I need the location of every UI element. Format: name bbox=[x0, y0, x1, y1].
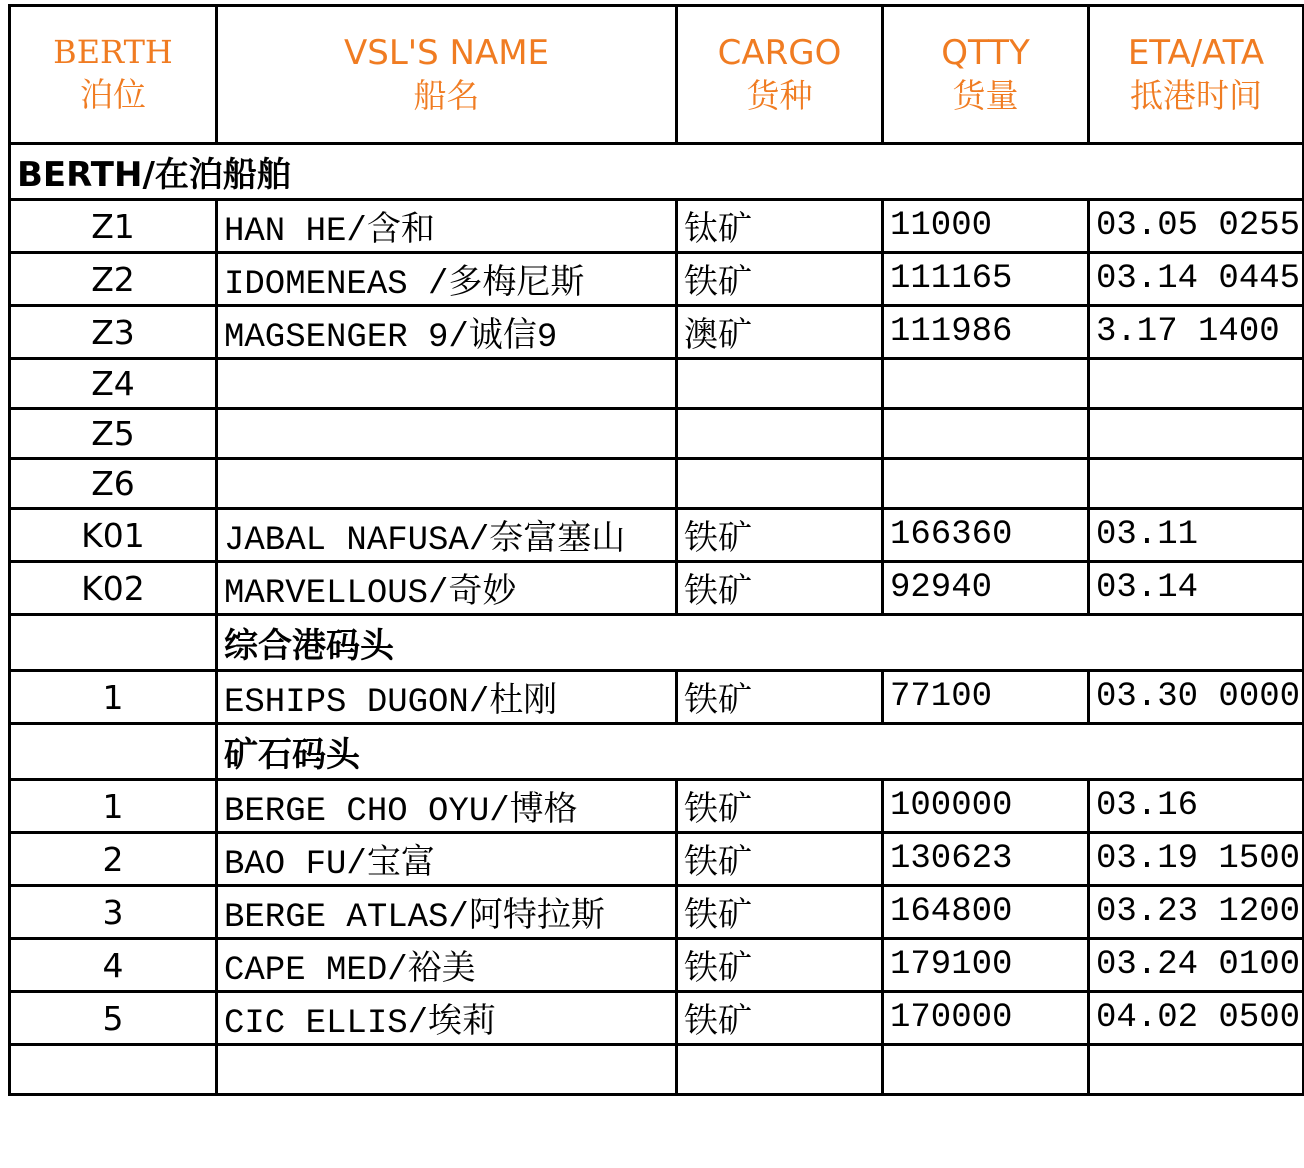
cargo-cell bbox=[677, 359, 883, 409]
eta-cell: 03.11 bbox=[1089, 509, 1304, 562]
berth-cell: Z6 bbox=[10, 459, 217, 509]
quantity-cell: 130623 bbox=[883, 833, 1089, 886]
eta-cell: 03.30 0000 bbox=[1089, 671, 1304, 724]
quantity-cell bbox=[883, 359, 1089, 409]
section-title-berth: BERTH/在泊船舶 bbox=[10, 144, 1304, 200]
quantity-cell bbox=[883, 459, 1089, 509]
header-eta-cn: 抵港时间 bbox=[1130, 76, 1262, 116]
berth-cell: Z5 bbox=[10, 409, 217, 459]
header-quantity bbox=[883, 6, 1089, 144]
cargo-cell: 铁矿 bbox=[677, 833, 883, 886]
table-row bbox=[10, 409, 1304, 459]
quantity-cell bbox=[883, 409, 1089, 459]
header-name-cn: 船名 bbox=[413, 76, 480, 116]
berth-cell: 4 bbox=[10, 939, 217, 992]
cargo-cell: 铁矿 bbox=[677, 886, 883, 939]
table-row bbox=[10, 459, 1304, 509]
cargo-cell: 铁矿 bbox=[677, 780, 883, 833]
table-row bbox=[10, 1045, 1304, 1095]
header-berth-cn: 泊位 bbox=[80, 74, 146, 114]
table-row bbox=[10, 992, 1304, 1045]
section-title-ore: 矿石码头 bbox=[217, 724, 1304, 780]
vessel-name-cell: ESHIPS DUGON/杜刚 bbox=[217, 671, 677, 724]
table-row bbox=[10, 306, 1304, 359]
vessel-name-cell: BERGE CHO OYU/博格 bbox=[217, 780, 677, 833]
eta-cell: 3.17 1400 bbox=[1089, 306, 1304, 359]
quantity-cell: 11000 bbox=[883, 200, 1089, 253]
cargo-cell: 铁矿 bbox=[677, 253, 883, 306]
header-cargo-en: CARGO bbox=[717, 32, 842, 73]
table-row bbox=[10, 886, 1304, 939]
table-row bbox=[10, 939, 1304, 992]
berth-schedule-table bbox=[8, 4, 1304, 1096]
table-row bbox=[10, 509, 1304, 562]
header-qtty-en: QTTY bbox=[941, 32, 1030, 73]
berth-cell: 1 bbox=[10, 780, 217, 833]
vessel-name-cell: BAO FU/宝富 bbox=[217, 833, 677, 886]
cargo-cell: 铁矿 bbox=[677, 992, 883, 1045]
cargo-cell: 铁矿 bbox=[677, 671, 883, 724]
section-spacer bbox=[10, 615, 217, 671]
cargo-cell bbox=[677, 409, 883, 459]
vessel-name-cell: JABAL NAFUSA/奈富塞山 bbox=[217, 509, 677, 562]
vessel-name-cell bbox=[217, 459, 677, 509]
quantity-cell bbox=[883, 1045, 1089, 1095]
cargo-cell: 铁矿 bbox=[677, 562, 883, 615]
header-vessel-name bbox=[217, 6, 677, 144]
eta-cell: 03.14 bbox=[1089, 562, 1304, 615]
quantity-cell: 111986 bbox=[883, 306, 1089, 359]
cargo-cell bbox=[677, 459, 883, 509]
eta-cell: 03.23 1200 bbox=[1089, 886, 1304, 939]
quantity-cell: 170000 bbox=[883, 992, 1089, 1045]
cargo-cell bbox=[677, 1045, 883, 1095]
berth-cell: 3 bbox=[10, 886, 217, 939]
berth-cell: Z3 bbox=[10, 306, 217, 359]
vessel-name-cell: MAGSENGER 9/诚信9 bbox=[217, 306, 677, 359]
eta-cell bbox=[1089, 409, 1304, 459]
header-eta-en: ETA/ATA bbox=[1127, 32, 1265, 73]
header-qtty-cn: 货量 bbox=[952, 76, 1019, 116]
vessel-name-cell bbox=[217, 409, 677, 459]
eta-cell: 04.02 0500 bbox=[1089, 992, 1304, 1045]
header-berth-en: BERTH bbox=[53, 33, 173, 72]
berth-cell: K01 bbox=[10, 509, 217, 562]
berth-cell: K02 bbox=[10, 562, 217, 615]
quantity-cell: 100000 bbox=[883, 780, 1089, 833]
header-cargo bbox=[677, 6, 883, 144]
table-row bbox=[10, 359, 1304, 409]
eta-cell: 03.14 0445 bbox=[1089, 253, 1304, 306]
berth-cell: Z2 bbox=[10, 253, 217, 306]
berth-cell: 2 bbox=[10, 833, 217, 886]
vessel-name-cell: IDOMENEAS /多梅尼斯 bbox=[217, 253, 677, 306]
vessel-name-cell: CAPE MED/裕美 bbox=[217, 939, 677, 992]
table-row bbox=[10, 780, 1304, 833]
table-row bbox=[10, 671, 1304, 724]
section-row-general bbox=[10, 615, 1304, 671]
vessel-name-cell: HAN HE/含和 bbox=[217, 200, 677, 253]
berth-cell: Z1 bbox=[10, 200, 217, 253]
quantity-cell: 111165 bbox=[883, 253, 1089, 306]
eta-cell bbox=[1089, 459, 1304, 509]
vessel-name-cell bbox=[217, 359, 677, 409]
vessel-name-cell: BERGE ATLAS/阿特拉斯 bbox=[217, 886, 677, 939]
section-row-ore bbox=[10, 724, 1304, 780]
header-eta bbox=[1089, 6, 1304, 144]
cargo-cell: 铁矿 bbox=[677, 939, 883, 992]
berth-cell: 5 bbox=[10, 992, 217, 1045]
eta-cell: 03.19 1500 bbox=[1089, 833, 1304, 886]
cargo-cell: 钛矿 bbox=[677, 200, 883, 253]
quantity-cell: 164800 bbox=[883, 886, 1089, 939]
vessel-name-cell: CIC ELLIS/埃莉 bbox=[217, 992, 677, 1045]
section-spacer bbox=[10, 724, 217, 780]
berth-cell: Z4 bbox=[10, 359, 217, 409]
quantity-cell: 92940 bbox=[883, 562, 1089, 615]
table-row bbox=[10, 833, 1304, 886]
section-row-berth bbox=[10, 144, 1304, 200]
vessel-name-cell: MARVELLOUS/奇妙 bbox=[217, 562, 677, 615]
eta-cell: 03.16 bbox=[1089, 780, 1304, 833]
eta-cell: 03.05 0255 bbox=[1089, 200, 1304, 253]
header-cargo-cn: 货种 bbox=[746, 76, 813, 116]
table-row bbox=[10, 562, 1304, 615]
cargo-cell: 澳矿 bbox=[677, 306, 883, 359]
berth-cell: 1 bbox=[10, 671, 217, 724]
vessel-name-cell bbox=[217, 1045, 677, 1095]
cargo-cell: 铁矿 bbox=[677, 509, 883, 562]
quantity-cell: 179100 bbox=[883, 939, 1089, 992]
header-row bbox=[10, 6, 1304, 144]
berth-cell bbox=[10, 1045, 217, 1095]
quantity-cell: 77100 bbox=[883, 671, 1089, 724]
eta-cell: 03.24 0100 bbox=[1089, 939, 1304, 992]
section-title-general: 综合港码头 bbox=[217, 615, 1304, 671]
table-row bbox=[10, 200, 1304, 253]
header-berth bbox=[10, 6, 217, 144]
eta-cell bbox=[1089, 359, 1304, 409]
table-row bbox=[10, 253, 1304, 306]
header-name-en: VSL'S NAME bbox=[343, 32, 550, 73]
eta-cell bbox=[1089, 1045, 1304, 1095]
quantity-cell: 166360 bbox=[883, 509, 1089, 562]
